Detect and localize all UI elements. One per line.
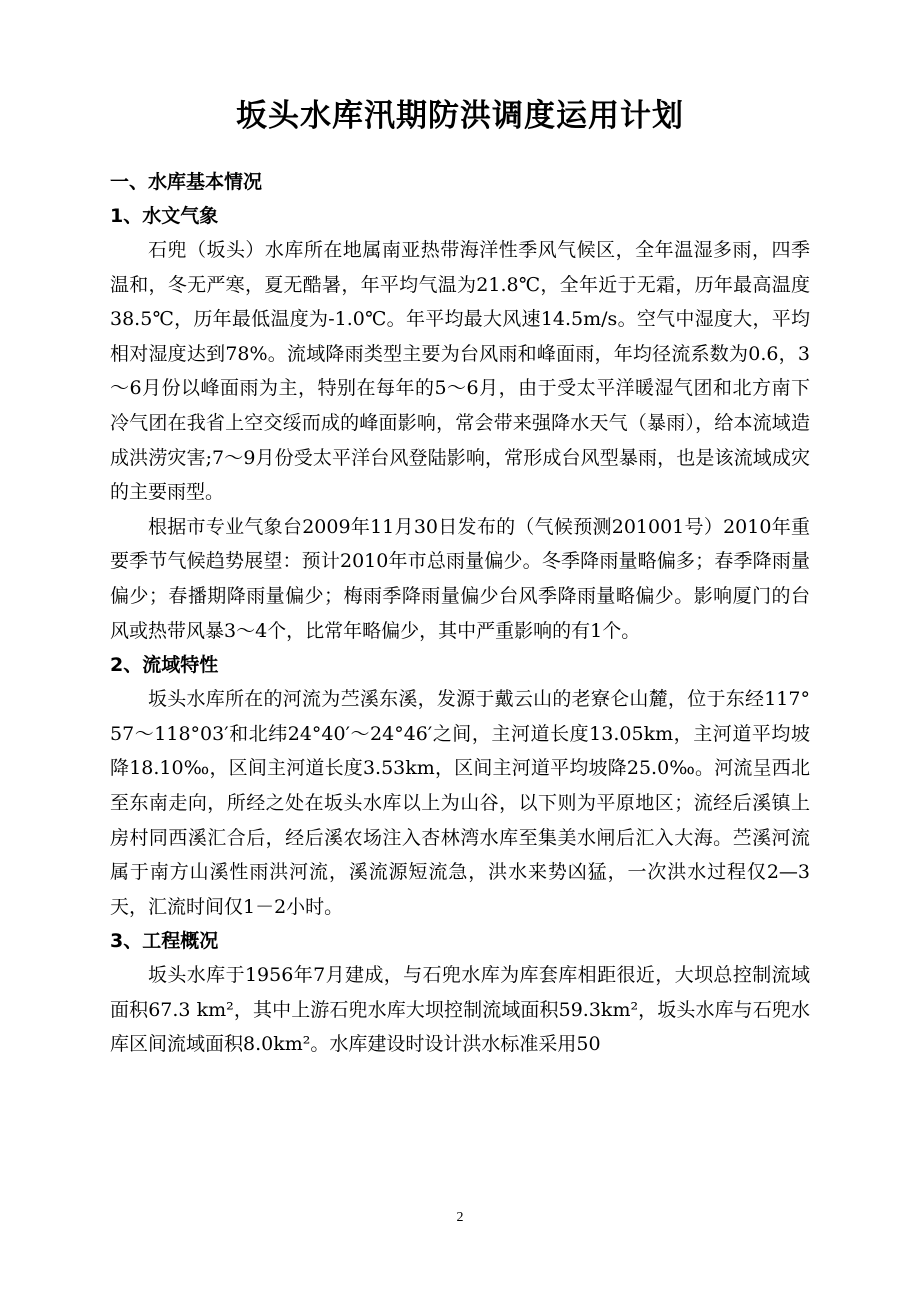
page-number: 2 (456, 1210, 464, 1225)
subsection-heading-hydrology: 1、水文气象 (110, 205, 219, 227)
paragraph-project: 坂头水库于1956年7月建成，与石兜水库为库套库相距很近，大坝总控制流域面积67.3 km²，其中上游石兜水库大坝控制流域面积59.3km²，坂头水库与石兜水库区间流域面积8.0km²。水库建设时设计洪水标准采用50 (110, 964, 810, 1056)
paragraph-basin: 坂头水库所在的河流为苎溪东溪，发源于戴云山的老寮仑山麓，位于东经117°57～118°03′和北纬24°40′～24°46′之间，主河道长度13.05km，主河道平均坡降18.10‰，区间主河道长度3.53km，区间主河道平均坡降25.0‰。河流呈西北至东南走向，所经之处在坂头水库以上为山谷，以下则为平原地区；流经后溪镇上房村同西溪汇合后，经后溪农场注入杏林湾水库至集美水闸后汇入大海。苎溪河流属于南方山溪性雨洪河流，溪流源短流急，洪水来势凶猛，一次洪水过程仅2—3天，汇流时间仅1－2小时。 (110, 688, 810, 918)
paragraph-forecast: 根据市专业气象台2009年11月30日发布的（气候预测201001号）2010年重要季节气候趋势展望：预计2010年市总雨量偏少。冬季降雨量略偏多；春季降雨量偏少；春播期降雨量偏少；梅雨季降雨量偏少台风季降雨量略偏少。影响厦门的台风或热带风暴3～4个，比常年略偏少，其中严重影响的有1个。 (110, 515, 810, 642)
paragraph-climate: 石兜（坂头）水库所在地属南亚热带海洋性季风气候区，全年温湿多雨，四季温和，冬无严寒，夏无酷暑，年平均气温为21.8℃，全年近于无霜，历年最高温度38.5℃，历年最低温度为-1.0℃。年平均最大风速14.5m/s。空气中湿度大，平均相对湿度达到78%。流域降雨类型主要为台风雨和峰面雨，年均径流系数为0.6，3～6月份以峰面雨为主，特别在每年的5～6月，由于受太平洋暖湿气团和北方南下冷气团在我省上空交绥而成的峰面影响，常会带来强降水天气（暴雨），给本流域造成洪涝灾害;7～9月份受太平洋台风登陆影响，常形成台风型暴雨，也是该流域成灾的主要雨型。 (110, 239, 810, 504)
document-title: 坂头水库汛期防洪调度运用计划 (236, 98, 684, 134)
subsection-heading-project: 3、工程概况 (110, 930, 219, 953)
section-heading-basic-info: 一、水库基本情况 (110, 171, 263, 193)
document-body (110, 165, 810, 1062)
subsection-heading-basin: 2、流域特性 (110, 654, 219, 677)
